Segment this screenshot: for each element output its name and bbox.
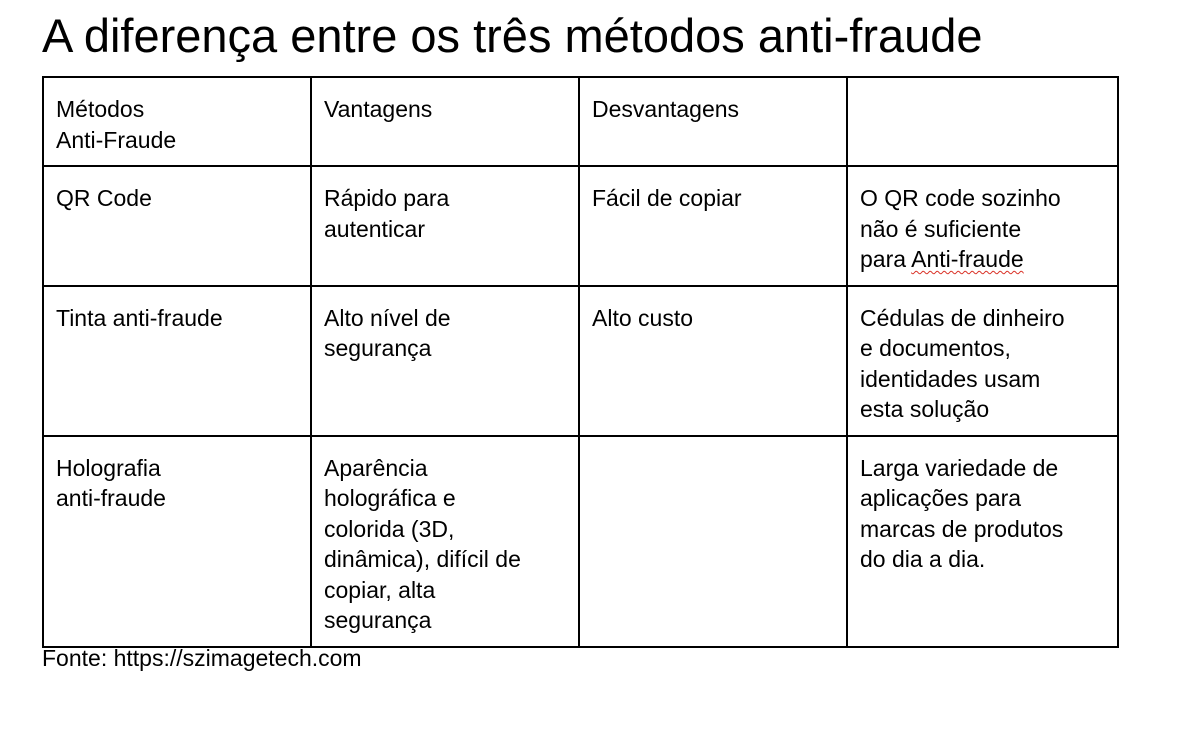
source-citation: Fonte: https://szimagetech.com — [42, 645, 362, 671]
cell-line: copiar, alta — [324, 576, 436, 603]
cell-line: Desvantagens — [592, 96, 740, 122]
table-row — [43, 286, 1118, 436]
table-cell — [311, 286, 579, 436]
cell-line: Aparência — [324, 454, 428, 481]
table-cell — [43, 166, 311, 286]
page-title: A diferença entre os três métodos anti-fraude — [42, 9, 983, 62]
cell-line: Fácil de copiar — [592, 185, 742, 211]
table-cell — [579, 166, 847, 286]
cell-line: holográfica e — [324, 485, 456, 511]
cell-line: aplicações para — [860, 485, 1022, 511]
cell-line: marcas de produtos — [860, 515, 1064, 542]
cell-line: Larga variedade de — [860, 454, 1059, 481]
cell-line: do dia a dia. — [860, 546, 986, 572]
cell-line: colorida (3D, — [324, 515, 455, 542]
cell-line: esta solução — [860, 396, 990, 422]
cell-line: Anti-Fraude — [56, 126, 177, 153]
cell-text: para — [860, 246, 912, 272]
cell-line: segurança — [324, 607, 432, 633]
cell-line: O QR code sozinho — [860, 185, 1061, 211]
comparison-table — [42, 76, 1119, 648]
table-cell — [847, 166, 1118, 286]
header-cell-advantages — [311, 77, 579, 166]
table-cell-empty — [579, 436, 847, 647]
table-row — [43, 436, 1118, 647]
cell-line: QR Code — [56, 185, 152, 211]
cell-line: Tinta anti-fraude — [56, 304, 223, 331]
cell-line: Alto nível de — [324, 304, 451, 331]
cell-line: Rápido para — [324, 185, 450, 211]
header-cell-disadvantages — [579, 77, 847, 166]
table-cell — [847, 286, 1118, 436]
table-header-row — [43, 77, 1118, 166]
cell-line: e documentos, — [860, 335, 1011, 361]
table-cell — [311, 166, 579, 286]
cell-line: não é suficiente — [860, 215, 1022, 242]
cell-line — [860, 244, 1105, 275]
cell-line: Alto custo — [592, 304, 693, 331]
cell-line: Vantagens — [324, 96, 433, 122]
cell-line: dinâmica), difícil de — [324, 546, 521, 572]
table-cell — [847, 436, 1118, 647]
table-cell — [311, 436, 579, 647]
table-row — [43, 166, 1118, 286]
cell-line: autenticar — [324, 215, 426, 242]
header-cell-notes — [847, 77, 1118, 166]
spellcheck-flagged-word[interactable]: Anti-fraude — [911, 246, 1024, 272]
cell-line: anti-fraude — [56, 485, 166, 511]
table-cell — [43, 436, 311, 647]
cell-line: Cédulas de dinheiro — [860, 304, 1065, 331]
cell-line: Métodos — [56, 96, 145, 122]
cell-line: segurança — [324, 335, 432, 361]
table-cell — [579, 286, 847, 436]
cell-line: Holografia — [56, 454, 161, 481]
header-cell-methods — [43, 77, 311, 166]
cell-line: identidades usam — [860, 365, 1041, 392]
table-cell — [43, 286, 311, 436]
